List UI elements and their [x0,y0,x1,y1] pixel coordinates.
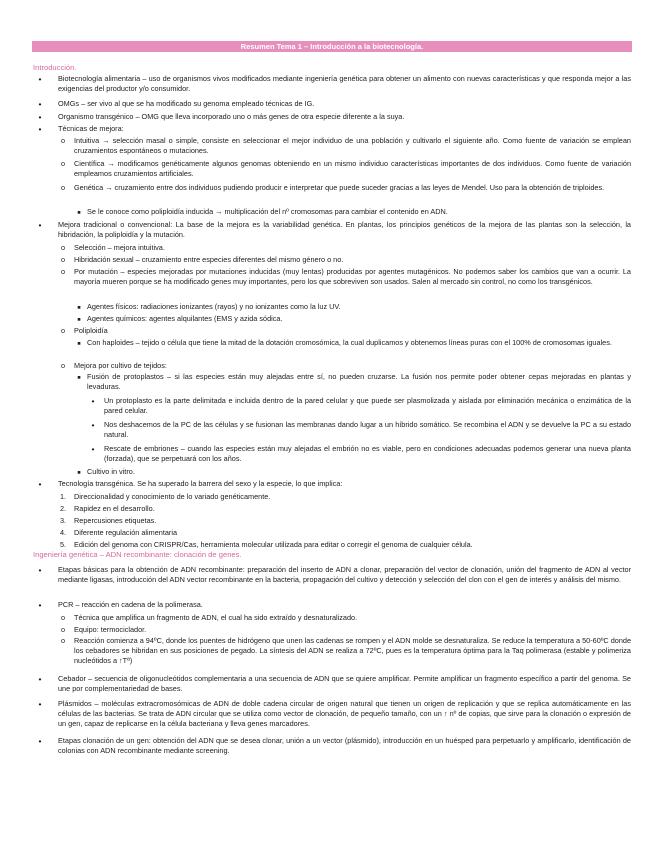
bullet-icon [35,699,45,710]
square-bullet-icon [74,314,84,325]
bullet-icon [88,444,98,455]
bullet-icon [35,220,45,231]
document-title: Resumen Tema 1 – Introducción a la biotecnología. [32,41,632,52]
document-page: Resumen Tema 1 – Introducción a la biotecnología. Introducción. • Biotecnología alimentaria – uso de organismos vivos modificados mediante ingeniería genética para obtener un alimento con nuevas características y que responda mejor a las exigencias del productor y/o consumidor. • OMGs – ser vivo al que se ha modificado su genoma empleado técnicas de IG. • Organismo transgénico – OMG que lleva incorporado uno o más genes de otra especie diferente a la suya. • Técnicas de mejora: o Intuitiva → selección masal o simple, consiste en seleccionar el mejor individuo de una población y cultivarlo el siguiente año. Como fuente de variación se emplean cruzamientos espontáneos o mutaciones. o Científica → modificamos genéticamente algunos genomas obteniendo en un mismo individuo características importantes de dos individuos. Como fuente de variación empleamos cruzamientos artificiales. o Genética → cruzamiento entre dos individuos pudiendo producir e interpretar que puede suceder gracias a las leyes de Mendel. Uso para la obtención de triploides. ■ Se le conoce como poliploidía inducida → multiplicación del nº cromosomas para cambiar el contenido en ADN. • Mejora tradicional o convencional: La base de la mejora es la variabilidad genética. En plantas, los principios genéticos de la mejora de las plantas son la selección, la hibridación, la poliploidía y la mutación. o Selección – mejora intuitiva. o Hibridación sexual – cruzamiento entre especies diferentes del mismo género o no. o Por mutación – especies mejoradas por mutaciones inducidas (muy lentas) producidas por agentes mutagénicos. No podemos saber los cambios que van a ocurrir. La mayoría mueren porque se ha modificado genes muy importantes, pero los que sobreviven son usados. Salen al mercado sin control, no como los transgénicos. ■ Agentes físicos: radiaciones ionizantes (rayos) y no ionizantes como la luz UV. ■ Agentes químicos: agentes alquilantes (EMS y azida sódica. o Poliploidía ■ Con haploides – tejido o célula que tiene la mitad de la dotación cromosómica, la cual duplicamos y obtenemos líneas puras con el 100% de cromosomas iguales. o Mejora por cultivo de tejidos: ■ Fusión de protoplastos – si las especies están muy alejadas entre sí, no pueden cruzarse. La fusión nos permite poder obtener cepas mejoradas en plantas y levaduras. • Un protoplasto es la parte delimitada e incluida dentro de la pared celular y que puede ser plasmolizada y aislada por eliminación mecánica o enzimática de la pared celular. • Nos deshacemos de la PC de las células y se fusionan las membranas dando lugar a un híbrido somático. Se recombina el ADN y se devuelve la PC a su estado natural. • Rescate de embriones – cuando las especies están muy alejadas el embrión no es viable, pero en condiciones adecuadas podemos generar una nueva planta (forzada), que se perpetuará con los años. ■ Cultivo in vitro. • Tecnología transgénica. Se ha superado la barrera del sexo y la especie, lo que implica: 1. Direccionalidad y conocimiento de lo variado genéticamente. 2. Rapidez en el desarrollo. 3. Repercusiones etiquetas. 4. Diferente regulación alimentaria 5. Edición del genoma con CRISPR/Cas, herramienta molecular utilizada para editar o corregir el genoma de cualquier célula. Ingeniería genética – ADN recombinante: clonación de genes. • Etapas básicas para la obtención de ADN recombinante: preparación del inserto de ADN a clonar, preparación del vector de clonación, unión del fragmento de ADN al vector mediante ligasas, introducción del ADN vector recombinante en la bacteria, propagación del cultivo y detección y selección del clon con el gen de interés y análisis del mismo. • PCR – reacción en cadena de la polimerasa. o Técnica que amplifica un fragmento de ADN, el cual ha sido extraído y desnaturalizado. o Equipo: termociclador. o Reacción comienza a 94ºC, donde los puentes de hidrógeno que unen las cadenas se rompen y el ADN molde se desnaturaliza. Se reduce la temperatura a 50-60ºC donde los cebadores se hibridan en sus posiciones de pegado. La síntesis del ADN se realiza a 72ºC, pues es la temperatura óptima para la Taq polimerasa (estable y polimeriza nucleótidos a ↑Tª) • Cebador – secuencia de oligonucleótidos complementaria a una secuencia de ADN que se quiere amplificar. Permite amplificar un fragmento específico a partir del genoma. Se une por complementariedad de bases. • Plásmidos – moléculas extracromosómicas de ADN de doble cadena circular de origen natural que tienen un origen de replicación y que se replica automáticamente en las células de las bacterias. Se trata de ADN circular que se utiliza como vector de clonación, de pequeño tamaño, con un ↑ nº de copias, que sirve para la clonación o expresión de un gen, capaz de replicarse en la célula bacteriana y lleva genes marcadores. • Etapas clonación de un gen: obtención del ADN que se desea clonar, unión a un vector (plásmido), introducción en un huésped para perpetuarlo y amplificarlo, identificación de colonias con ADN recombinante mediante screening. [0,0,655,848]
circle-bullet-icon [58,243,68,253]
circle-bullet-icon [58,267,68,277]
square-bullet-icon [74,467,84,478]
square-bullet-icon [74,338,84,349]
section-title-introduccion: Introducción. [33,63,77,72]
square-bullet-icon [74,372,84,383]
circle-bullet-icon [58,183,68,193]
circle-bullet-icon [58,159,68,169]
circle-bullet-icon [58,326,68,336]
circle-bullet-icon [58,255,68,265]
bullet-icon [35,112,45,123]
circle-bullet-icon [58,136,68,146]
circle-bullet-icon [58,625,68,635]
circle-bullet-icon [58,636,68,646]
bullet-icon [88,396,98,407]
bullet-icon [35,479,45,490]
bullet-icon [88,420,98,431]
circle-bullet-icon [58,613,68,623]
square-bullet-icon [74,302,84,313]
bullet-icon [35,124,45,135]
circle-bullet-icon [58,361,68,371]
bullet-icon [35,565,45,576]
bullet-icon [35,674,45,685]
section-title-ingenieria-genetica: Ingeniería genética – ADN recombinante: clonación de genes. [33,550,242,559]
square-bullet-icon [74,207,84,218]
bullet-icon [35,99,45,110]
bullet-icon [35,74,45,85]
bullet-icon [35,600,45,611]
bullet-icon [35,736,45,747]
